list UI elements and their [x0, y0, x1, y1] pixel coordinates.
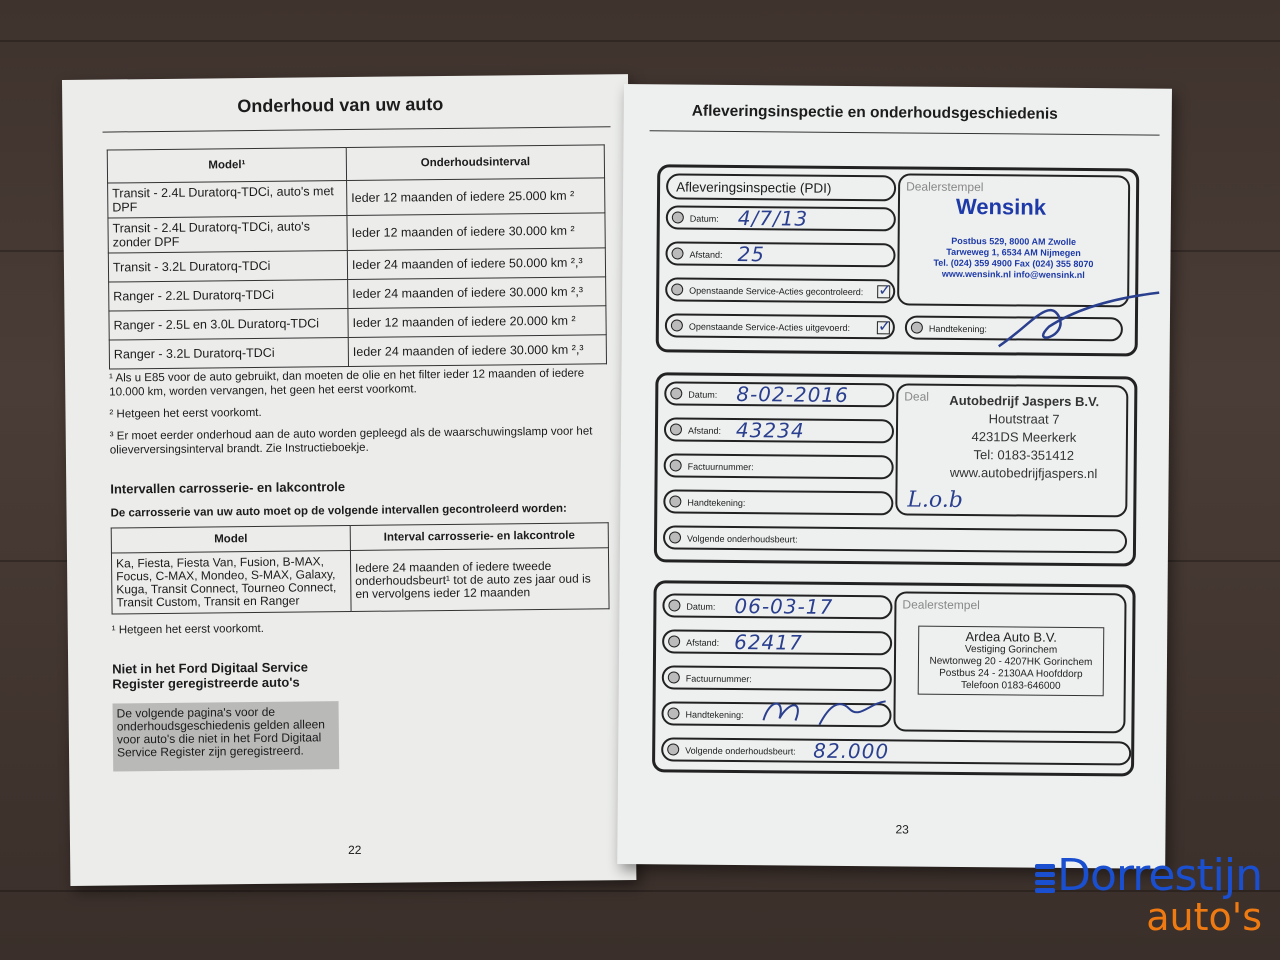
footnote-1: ¹ Als u E85 voor de auto gebruikt, dan moeten de olie en het filter ieder 12 maanden of iedere 10.000 km, worden vervangen, het geen het eerst voorkomt.	[109, 367, 585, 399]
table-row: Ranger - 2.5L en 3.0L Duratorq-TDCi Ieder 12 maanden of iedere 20.000 km ²	[109, 306, 606, 340]
table-row: Ka, Fiesta, Fiesta Van, Fusion, B-MAX, Focus, C-MAX, Mondeo, S-MAX, Galaxy, Kuga, Transit Connect, Tourneo Connect, Transit Custom, Transit en Ranger Iedere 24 maanden of iedere tweede onderhoudsbeurt¹ tot de auto zes jaar oud is en vervolgens ieder 12 maanden	[111, 548, 609, 614]
checkbox-checked-icon	[877, 285, 890, 298]
page-number-right: 23	[895, 822, 909, 837]
circle-icon	[670, 459, 682, 471]
circle-icon	[669, 495, 681, 507]
factuur-field: Factuurnummer:	[662, 665, 892, 691]
handwritten-distance: 62417	[734, 629, 803, 655]
stamp-address: Ardea Auto B.V. Vestiging Gorinchem Newtonweg 20 - 4207HK Gorinchem Postbus 24 - 2130AA Hoofddorp Telefoon 0183-646000	[918, 626, 1105, 697]
handtekening-field: Handtekening:	[663, 489, 893, 515]
circle-icon	[671, 247, 683, 259]
table-header-model: Model	[111, 526, 350, 554]
title-divider	[650, 130, 1160, 135]
datum-field: Datum: 4/7/13	[666, 205, 896, 231]
circle-icon	[670, 387, 682, 399]
dealer-logo	[1035, 850, 1262, 939]
left-page-title: Onderhoud van uw auto	[237, 94, 444, 117]
footnote-2: ² Hetgeen het eerst voorkomt.	[109, 406, 262, 421]
pdi-heading: Afleveringsinspectie (PDI)	[666, 173, 896, 201]
table-header-interval: Interval carrosserie- en lakcontrole	[350, 523, 608, 551]
check-field-1: Openstaande Service-Acties gecontroleerd: ✓	[665, 277, 895, 303]
service-block-2	[652, 580, 1136, 776]
table-header-model: Model¹	[107, 148, 346, 184]
body-check-table	[111, 522, 610, 614]
checkbox-checked-icon	[877, 321, 890, 334]
dealer-stamp: Deal Autobedrijf Jaspers B.V. Houtstraat 7 4231DS Meerkerk Tel: 0183-351412 www.autobedrijfjaspers.nl L.o.b	[895, 383, 1128, 517]
page-number-left: 22	[348, 842, 362, 858]
table-row: Transit - 3.2L Duratorq-TDCi Ieder 24 maanden of iedere 50.000 km ²,³	[108, 248, 605, 282]
handwritten-date: 8-02-2016	[736, 381, 849, 407]
circle-icon	[671, 283, 683, 295]
dealer-stamp: Dealerstempel Ardea Auto B.V. Vestiging Gorinchem Newtonweg 20 - 4207HK Gorinchem Postbus 24 - 2130AA Hoofddorp Telefoon 0183-646000	[893, 591, 1126, 733]
note-title: Niet in het Ford Digitaal Service Register geregistreerde auto's	[112, 659, 309, 692]
handwritten-date: 4/7/13	[737, 205, 809, 231]
circle-icon	[668, 635, 680, 647]
circle-icon	[667, 707, 679, 719]
circle-icon	[669, 531, 681, 543]
circle-icon	[667, 743, 679, 755]
factuur-field: Factuurnummer:	[664, 453, 894, 479]
pdi-block	[656, 164, 1140, 356]
circle-icon	[911, 322, 923, 334]
datum-field: Datum: 06-03-17	[662, 593, 892, 619]
handwritten-distance: 43234	[735, 417, 805, 443]
right-page-title: Afleveringsinspectie en onderhoudsgeschiedenis	[691, 102, 1058, 123]
left-page	[62, 74, 636, 886]
handwritten-date: 06-03-17	[734, 593, 834, 619]
stamp-company: Wensink	[955, 193, 1047, 220]
signature-scribble	[759, 694, 889, 731]
handwritten-distance: 25	[737, 241, 766, 267]
maintenance-table	[107, 144, 607, 369]
table-row: Transit - 2.4L Duratorq-TDCi, auto's met DPF Ieder 12 maanden of iedere 25.000 km ²	[108, 178, 605, 218]
datum-field: Datum: 8-02-2016	[664, 381, 894, 407]
afstand-field: Afstand: 43234	[664, 417, 894, 443]
signature-scribble	[989, 286, 1170, 358]
volgende-field: Volgende onderhoudsbeurt:	[663, 525, 1127, 553]
footnote-3: ³ Er moet eerder onderhoud aan de auto worden gepleegd als de waarschuwingslamp voor het olieverversingsinterval brandt. Zie Instructieboekje.	[109, 425, 593, 457]
volgende-field: Volgende onderhoudsbeurt: 82.000	[661, 737, 1131, 765]
table-row: Ranger - 2.2L Duratorq-TDCi Ieder 24 maanden of iedere 30.000 km ²,³	[109, 277, 606, 311]
afstand-field: Afstand: 62417	[662, 629, 892, 655]
circle-icon	[668, 671, 680, 683]
logo-bars-icon	[1035, 861, 1055, 896]
note-box: De volgende pagina's voor de onderhoudsgeschiedenis gelden alleen voor auto's die niet in het Ford Digitaal Service Register zijn geregistreerd.	[113, 701, 340, 771]
table-row: Ranger - 3.2L Duratorq-TDCi Ieder 24 maanden of iedere 30.000 km ²,³	[109, 335, 606, 369]
handwritten-next-service: 82.000	[813, 738, 890, 764]
handtekening-field: Handtekening:	[661, 701, 891, 727]
stamp-address: Postbus 529, 8000 AM Zwolle Tarweweg 1, 6534 AM Nijmegen Tel. (024) 359 4900 Fax (024) 355 8070 www.wensink.nl info@wensink.nl	[933, 235, 1094, 281]
section-subtitle: De carrosserie van uw auto moet op de volgende intervallen gecontroleerd worden:	[110, 502, 567, 520]
circle-icon	[670, 423, 682, 435]
signature: L.o.b	[907, 487, 964, 513]
check-field-2: Openstaande Service-Acties uitgevoerd: ✓	[665, 313, 895, 339]
table-row: Transit - 2.4L Duratorq-TDCi, auto's zonder DPF Ieder 12 maanden of iedere 30.000 km ²	[108, 213, 605, 253]
title-divider	[103, 126, 611, 132]
table-header-interval: Onderhoudsinterval	[346, 145, 604, 181]
service-block-1	[654, 372, 1138, 566]
circle-icon	[672, 211, 684, 223]
logo-sub-text: auto's	[1146, 895, 1262, 939]
afstand-field: Afstand: 25	[665, 241, 895, 267]
section-title: Intervallen carrosserie- en lakcontrole	[110, 479, 346, 497]
body-footnote: ¹ Hetgeen het eerst voorkomt.	[111, 622, 264, 637]
stamp-address: Autobedrijf Jaspers B.V. Houtstraat 7 4231DS Meerkerk Tel: 0183-351412 www.autobedrijfjaspers.nl	[949, 392, 1100, 482]
circle-icon	[671, 319, 683, 331]
logo-brand-text: Dorrestijn	[1057, 850, 1262, 901]
handtekening-field: Handtekening:	[905, 315, 1123, 341]
right-page	[617, 84, 1172, 869]
dealer-stamp: Dealerstempel Wensink Postbus 529, 8000 AM Zwolle Tarweweg 1, 6534 AM Nijmegen Tel. (024) 359 4900 Fax (024) 355 8070 www.wensink.nl info@wensink.nl	[897, 173, 1130, 307]
circle-icon	[668, 599, 680, 611]
